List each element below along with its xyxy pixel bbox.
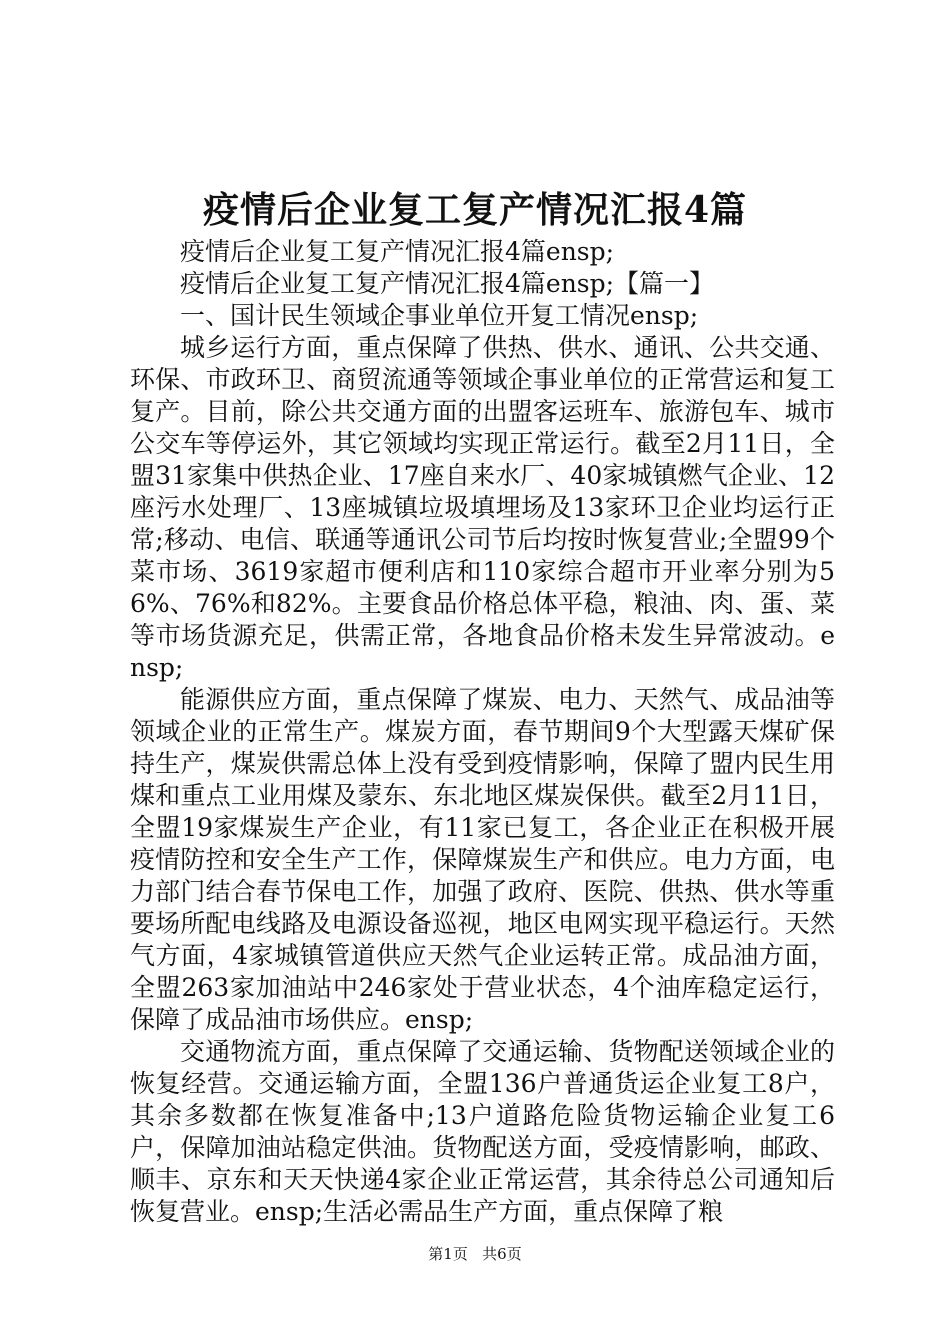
document-title: 疫情后企业复工复产情况汇报4篇: [202, 189, 748, 231]
document-body: [130, 236, 835, 1228]
page-footer: [0, 1244, 950, 1264]
page-total: 共6页: [482, 1245, 522, 1263]
paragraph-4: 城乡运行方面，重点保障了供热、供水、通讯、公共交通、环保、市政环卫、商贸流通等领域企事业单位的正常营运和复工复产。目前，除公共交通方面的出盟客运班车、旅游包车、城市公交车等停运外，其它领域均实现正常运行。截至2月11日，全盟31家集中供热企业、17座自来水厂、40家城镇燃气企业、12座污水处理厂、13座城镇垃圾填埋场及13家环卫企业均运行正常;移动、电信、联通等通讯公司节后均按时恢复营业;全盟99个菜市场、3619家超市便利店和110家综合超市开业率分别为56%、76%和82%。主要食品价格总体平稳，粮油、肉、蛋、菜等市场货源充足，供需正常，各地食品价格未发生异常波动。ensp;: [130, 333, 835, 682]
paragraph-2: 疫情后企业复工复产情况汇报4篇ensp;【篇一】: [180, 269, 715, 298]
paragraph-1: 疫情后企业复工复产情况汇报4篇ensp;: [180, 237, 615, 266]
paragraph-3: 一、国计民生领域企事业单位开复工情况ensp;: [180, 301, 699, 330]
paragraph-6: 交通物流方面，重点保障了交通运输、货物配送领域企业的恢复经营。交通运输方面，全盟136户普通货运企业复工8户，其余多数都在恢复准备中;13户道路危险货物运输企业复工6户，保障加油站稳定供油。货物配送方面，受疫情影响，邮政、顺丰、京东和天天快递4家企业正常运营，其余待总公司通知后恢复营业。ensp;生活必需品生产方面，重点保障了粮: [130, 1037, 835, 1226]
paragraph-5: 能源供应方面，重点保障了煤炭、电力、天然气、成品油等领域企业的正常生产。煤炭方面，春节期间9个大型露天煤矿保持生产，煤炭供需总体上没有受到疫情影响，保障了盟内民生用煤和重点工业用煤及蒙东、东北地区煤炭保供。截至2月11日，全盟19家煤炭生产企业，有11家已复工，各企业正在积极开展疫情防控和安全生产工作，保障煤炭生产和供应。电力方面，电力部门结合春节保电工作，加强了政府、医院、供热、供水等重要场所配电线路及电源设备巡视，地区电网实现平稳运行。天然气方面，4家城镇管道供应天然气企业运转正常。成品油方面，全盟263家加油站中246家处于营业状态，4个油库稳定运行，保障了成品油市场供应。ensp;: [130, 685, 835, 1034]
page-number: 第1页: [428, 1245, 468, 1263]
